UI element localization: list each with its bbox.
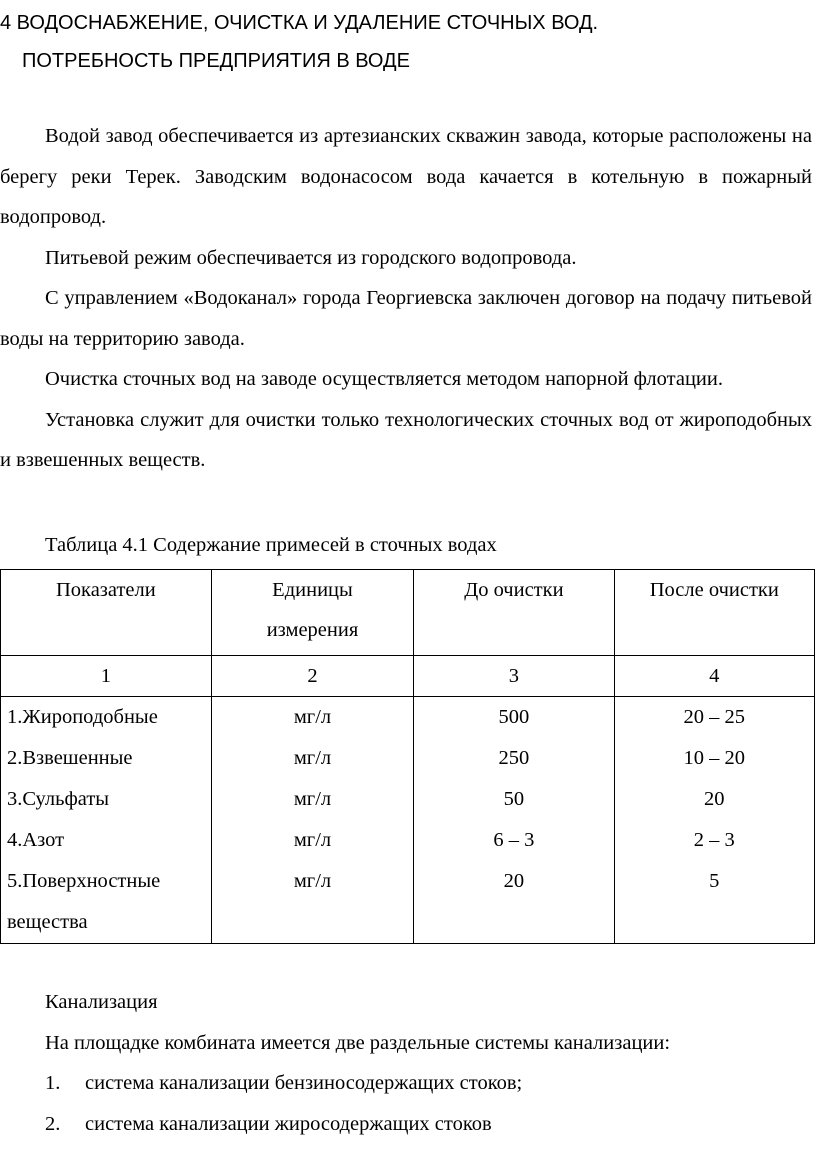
paragraph: Водой завод обеспечивается из артезианских скважин завода, которые расположены на берегу реки Терек. Заводским водонасосом вода качается в котельную в пожарный водопровод. (0, 125, 812, 228)
body-text (0, 116, 812, 481)
unit: мг/л (293, 747, 332, 769)
paragraph: Очистка сточных вод на заводе осуществляется методом напорной флотации. (45, 368, 723, 390)
paragraph: Питьевой режим обеспечивается из городского водопровода. (45, 246, 577, 269)
before-value: 500 (498, 706, 530, 728)
after-value: 10 – 20 (683, 747, 746, 769)
list-text: система канализации бензиносодержащих стоков; (85, 1072, 523, 1094)
list-item (45, 1104, 670, 1145)
unit: мг/л (293, 706, 332, 728)
sewerage-title: Канализация (45, 991, 158, 1013)
before-value: 6 – 3 (493, 829, 535, 851)
indicator: 5.Поверхностные (7, 870, 161, 892)
column-number: 4 (614, 656, 814, 697)
unit: мг/л (293, 829, 332, 851)
list-text: система канализации жиросодержащих стоков (85, 1112, 492, 1135)
header-units-line-1: Единицы (272, 579, 353, 601)
column-number: 1 (1, 656, 212, 697)
impurities-table (0, 569, 815, 944)
after-value: 5 (709, 870, 720, 892)
header-before: До очистки (414, 570, 614, 656)
before-value: 250 (498, 747, 530, 769)
after-value: 20 (704, 788, 725, 810)
column-number: 3 (414, 656, 614, 697)
paragraph: Установка служит для очистки только технологических сточных вод от жироподобных и взвешенных веществ. (0, 408, 812, 471)
header-indicators: Показатели (1, 570, 212, 656)
unit: мг/л (293, 870, 332, 892)
table-caption: Таблица 4.1 Содержание примесей в сточных водах (45, 534, 497, 556)
heading-line-2: ПОТРЕБНОСТЬ ПРЕДПРИЯТИЯ В ВОДЕ (22, 50, 410, 72)
heading-line-1: 4 ВОДОСНАБЖЕНИЕ, ОЧИСТКА И УДАЛЕНИЕ СТОЧНЫХ ВОД. (0, 12, 599, 34)
list-number: 1. (45, 1072, 61, 1094)
header-after: После очистки (614, 570, 814, 656)
list-item (45, 1063, 670, 1104)
table-body-row (1, 697, 815, 944)
header-units-line-2: измерения (266, 619, 359, 641)
indicator: 2.Взвешенные (7, 747, 133, 769)
indicator: вещества (7, 911, 88, 933)
section-heading (0, 4, 816, 80)
column-number: 2 (211, 656, 413, 697)
after-value: 20 – 25 (683, 706, 746, 728)
after-value: 2 – 3 (693, 829, 735, 851)
table-header-row (1, 570, 815, 656)
unit: мг/л (293, 788, 332, 810)
before-cell (414, 697, 614, 944)
indicator: 1.Жироподобные (7, 706, 158, 728)
sewerage-section (45, 982, 670, 1144)
units-cell (211, 697, 413, 944)
list-number: 2. (45, 1112, 61, 1135)
paragraph: С управлением «Водоканал» города Георгиевска заключен договор на подачу питьевой воды на территорию завода. (0, 287, 812, 350)
before-value: 20 (503, 870, 525, 892)
after-cell (614, 697, 814, 944)
before-value: 50 (503, 788, 525, 810)
header-units (211, 570, 413, 656)
indicator: 3.Сульфаты (7, 788, 110, 810)
indicator: 4.Азот (7, 829, 65, 851)
indicators-cell (1, 697, 212, 944)
column-number-row (1, 656, 815, 697)
sewerage-intro: На площадке комбината имеется две раздельные системы канализации: (45, 1031, 671, 1054)
